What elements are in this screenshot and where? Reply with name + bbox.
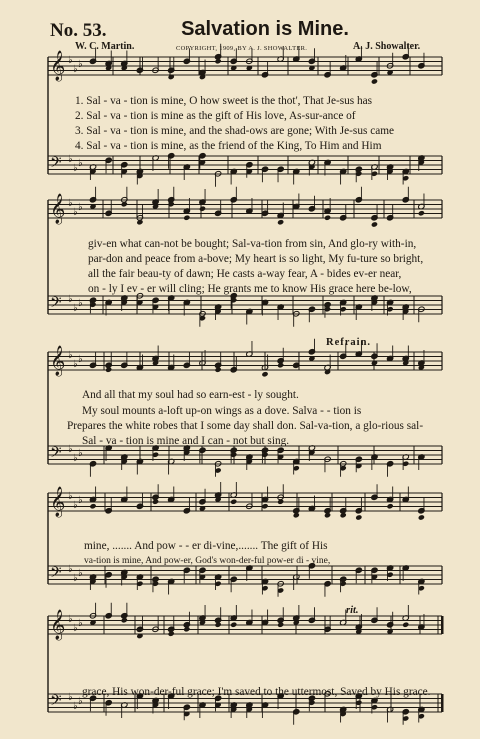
- lyric-line: My soul mounts a-loft up-on wings as a dove. Salva - - tion is: [82, 405, 362, 417]
- hymn-number: No. 53.: [50, 20, 107, 41]
- lyric-line: par-don and peace from a-bove; My heart is so light, My fu-ture so bright,: [88, 253, 424, 265]
- flat-icon: ♭: [78, 696, 83, 707]
- flat-icon: ♭: [68, 294, 73, 305]
- flat-icon: ♭: [68, 154, 73, 165]
- flat-icon: ♭: [68, 198, 73, 209]
- flat-icon: ♭: [73, 207, 78, 218]
- flat-icon: ♭: [78, 495, 83, 506]
- refrain-marker: Refrain.: [326, 337, 372, 348]
- note-head: [386, 503, 393, 509]
- flat-icon: ♭: [73, 701, 78, 712]
- flat-icon: ♭: [73, 163, 78, 174]
- flat-icon: ♭: [78, 448, 83, 459]
- flat-icon: ♭: [73, 500, 78, 511]
- flat-icon: ♭: [78, 568, 83, 579]
- copyright-notice: COPYRIGHT, 1909, BY A. J. SHOWALTER.: [176, 45, 308, 52]
- lyric-line: 3. Sal - va - tion is mine, and the shad-ows are gone; With Je-sus came: [75, 125, 395, 137]
- ritardando-marker: rit.: [346, 605, 359, 616]
- flat-icon: ♭: [73, 64, 78, 75]
- lyric-line: 4. Sal - va - tion is mine, as the friend of the King, To Him and Him: [75, 140, 382, 152]
- treble-clef-icon: 𝄞: [50, 610, 66, 640]
- hymn-title: Salvation is Mine.: [181, 18, 349, 40]
- lyric-line: giv-en what can-not be bought; Sal-va-tion from sin, And glo-ry with-in,: [88, 238, 417, 250]
- lyric-line: And all that my soul had so earn-est - ly sought.: [82, 389, 299, 401]
- flat-icon: ♭: [78, 354, 83, 365]
- note-head: [418, 210, 425, 216]
- treble-clef-icon: 𝄞: [50, 346, 66, 376]
- flat-icon: ♭: [68, 692, 73, 703]
- lyric-line: 2. Sal - va - tion is mine as the gift of His love, As-sur-ance of: [75, 110, 356, 122]
- flat-icon: ♭: [78, 618, 83, 629]
- note-head: [324, 215, 331, 221]
- treble-clef-icon: 𝄞: [50, 194, 66, 224]
- composer-credit: A. J. Showalter.: [353, 41, 421, 52]
- lyric-line: on - ly I ev - er will cling; He grants me to know His grace here be-low,: [88, 283, 412, 295]
- note-head: [199, 206, 206, 212]
- note-head: [89, 503, 96, 509]
- note-head: [418, 514, 425, 520]
- note-head: [261, 371, 268, 377]
- bass-clef-icon: 𝄢: [50, 154, 62, 175]
- bass-clef-icon: 𝄢: [50, 692, 62, 713]
- lyric-line: all the fair beau-ty of dawn; He casts a-way fear, A - bides ev-er near,: [88, 268, 402, 280]
- note-head: [402, 622, 409, 628]
- flat-icon: ♭: [78, 202, 83, 213]
- final-bar-line: [441, 616, 444, 634]
- flat-icon: ♭: [73, 573, 78, 584]
- bass-clef-icon: 𝄢: [50, 444, 62, 465]
- flat-icon: ♭: [68, 614, 73, 625]
- flat-icon: ♭: [68, 564, 73, 575]
- lyric-line: 1. Sal - va - tion is mine, O how sweet is the thot', That Je-sus has: [75, 95, 373, 107]
- lyric-line: grace, His won-der-ful grace; I'm saved to the uttermost, Saved by His grace.: [82, 686, 431, 698]
- note-head: [277, 219, 284, 225]
- flat-icon: ♭: [73, 453, 78, 464]
- flat-icon: ♭: [78, 298, 83, 309]
- flat-icon: ♭: [78, 158, 83, 169]
- treble-clef-icon: 𝄞: [50, 51, 66, 81]
- flat-icon: ♭: [73, 359, 78, 370]
- flat-icon: ♭: [68, 55, 73, 66]
- note-head: [230, 622, 237, 628]
- flat-icon: ♭: [73, 303, 78, 314]
- bass-clef-icon: 𝄢: [50, 564, 62, 585]
- note-head: [230, 499, 237, 505]
- note-head: [183, 215, 190, 221]
- note-head: [355, 514, 362, 520]
- flat-icon: ♭: [68, 350, 73, 361]
- flat-icon: ♭: [68, 444, 73, 455]
- lyric-line: Sal - va - tion is mine and I can - not but sing.: [82, 435, 290, 447]
- final-bar-line: [441, 694, 444, 712]
- lyric-line: va-tion is mine, And pow-er, God's won-der-ful pow-er di - vine,: [84, 556, 331, 566]
- lyric-line: mine, ....... And pow - - er di-vine,....... The gift of His: [84, 540, 328, 552]
- bass-clef-icon: 𝄢: [50, 294, 62, 315]
- lyricist-credit: W. C. Martin.: [75, 41, 135, 52]
- note-head: [371, 78, 378, 84]
- flat-icon: ♭: [73, 623, 78, 634]
- lyric-line: Prepares the white robes that I some day shall don. Sal-va-tion, a glo-rious sal-: [67, 420, 424, 432]
- flat-icon: ♭: [68, 491, 73, 502]
- flat-icon: ♭: [78, 59, 83, 70]
- treble-clef-icon: 𝄞: [50, 487, 66, 517]
- note-head: [371, 221, 378, 227]
